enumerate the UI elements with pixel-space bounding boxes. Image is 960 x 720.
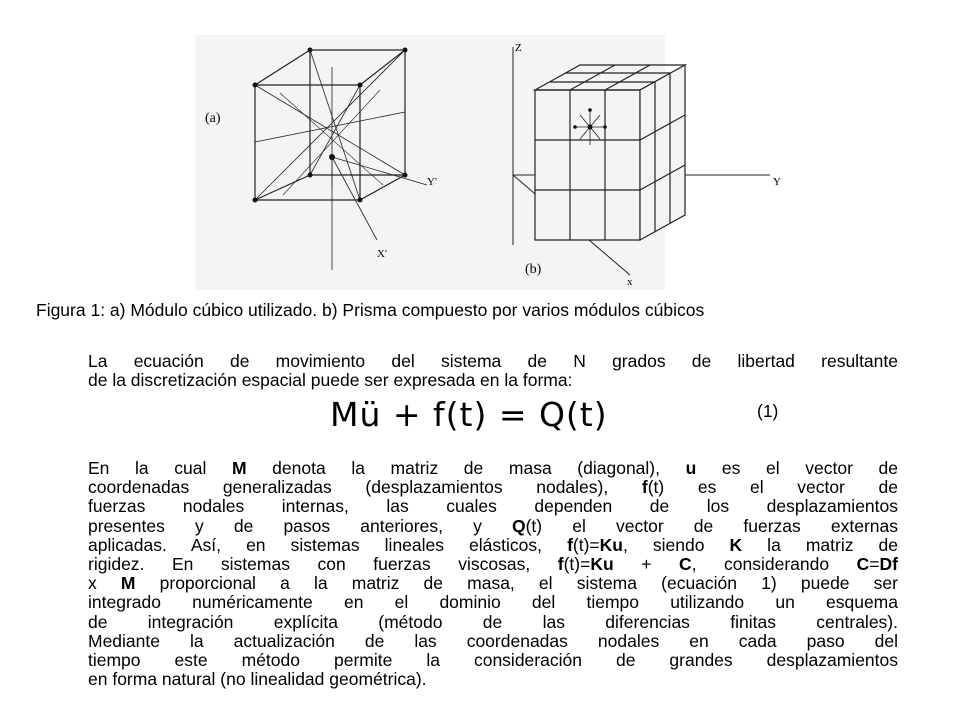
paragraph-line: Mediante la actualización de las coordenadas nodales en cada paso del <box>88 630 898 651</box>
paragraph-intro <box>88 352 898 390</box>
axis-z: Z <box>515 42 522 54</box>
axis-x: x <box>627 276 633 288</box>
paragraph-line: x M proporcional a la matriz de masa, el sistema (ecuación 1) puede ser <box>88 573 898 594</box>
axis-y-prime: Y' <box>427 176 437 188</box>
label-a: (a) <box>205 111 221 126</box>
equation-number: (1) <box>757 401 779 421</box>
paragraph-line: de la discretización espacial puede ser expresada en la forma: <box>88 370 573 391</box>
paragraph-line: rigidez. En sistemas con fuerzas viscosas, f(t)=Ku + C, considerando C=Df <box>88 553 898 574</box>
paragraph-line: En la cual M denota la matriz de masa (diagonal), u es el vector de <box>88 458 898 478</box>
prism-diagram <box>513 47 770 275</box>
paragraph-line: de integración explícita (método de las diferencias finitas centrales). <box>88 611 898 632</box>
equation: Mü + f(t) = Q(t) <box>330 395 608 434</box>
paragraph-line: integrado numéricamente en el dominio del tiempo utilizando un esquema <box>88 592 898 613</box>
paragraph-line: en forma natural (no linealidad geométrica). <box>88 669 427 690</box>
cubic-module-diagram <box>255 50 427 270</box>
paragraph-line: fuerzas nodales internas, las cuales dependen de los desplazamientos <box>88 496 898 517</box>
paragraph-line: presentes y de pasos anteriores, y Q(t) el vector de fuerzas externas <box>88 515 898 536</box>
axis-y: Y <box>773 176 781 188</box>
cube-back-face <box>310 50 405 175</box>
paragraph-body <box>88 459 898 689</box>
figure-caption: Figura 1: a) Módulo cúbico utilizado. b) Prisma compuesto por varios módulos cúbicos <box>36 300 705 320</box>
paragraph-line: tiempo este método permite la consideración de grandes desplazamientos <box>88 649 898 670</box>
cube-front-face <box>255 85 360 200</box>
figure-drawing <box>195 35 781 290</box>
paragraph-line: La ecuación de movimiento del sistema de N grados de libertad resultante <box>88 351 898 371</box>
axis-x-prime: X' <box>377 248 387 260</box>
paragraph-line: aplicadas. Así, en sistemas lineales elásticos, f(t)=Ku, siendo K la matriz de <box>88 534 899 555</box>
paragraph-line: coordenadas generalizadas (desplazamientos nodales), f(t) es el vector de <box>88 477 898 498</box>
figure <box>195 35 781 290</box>
label-b: (b) <box>525 262 542 277</box>
